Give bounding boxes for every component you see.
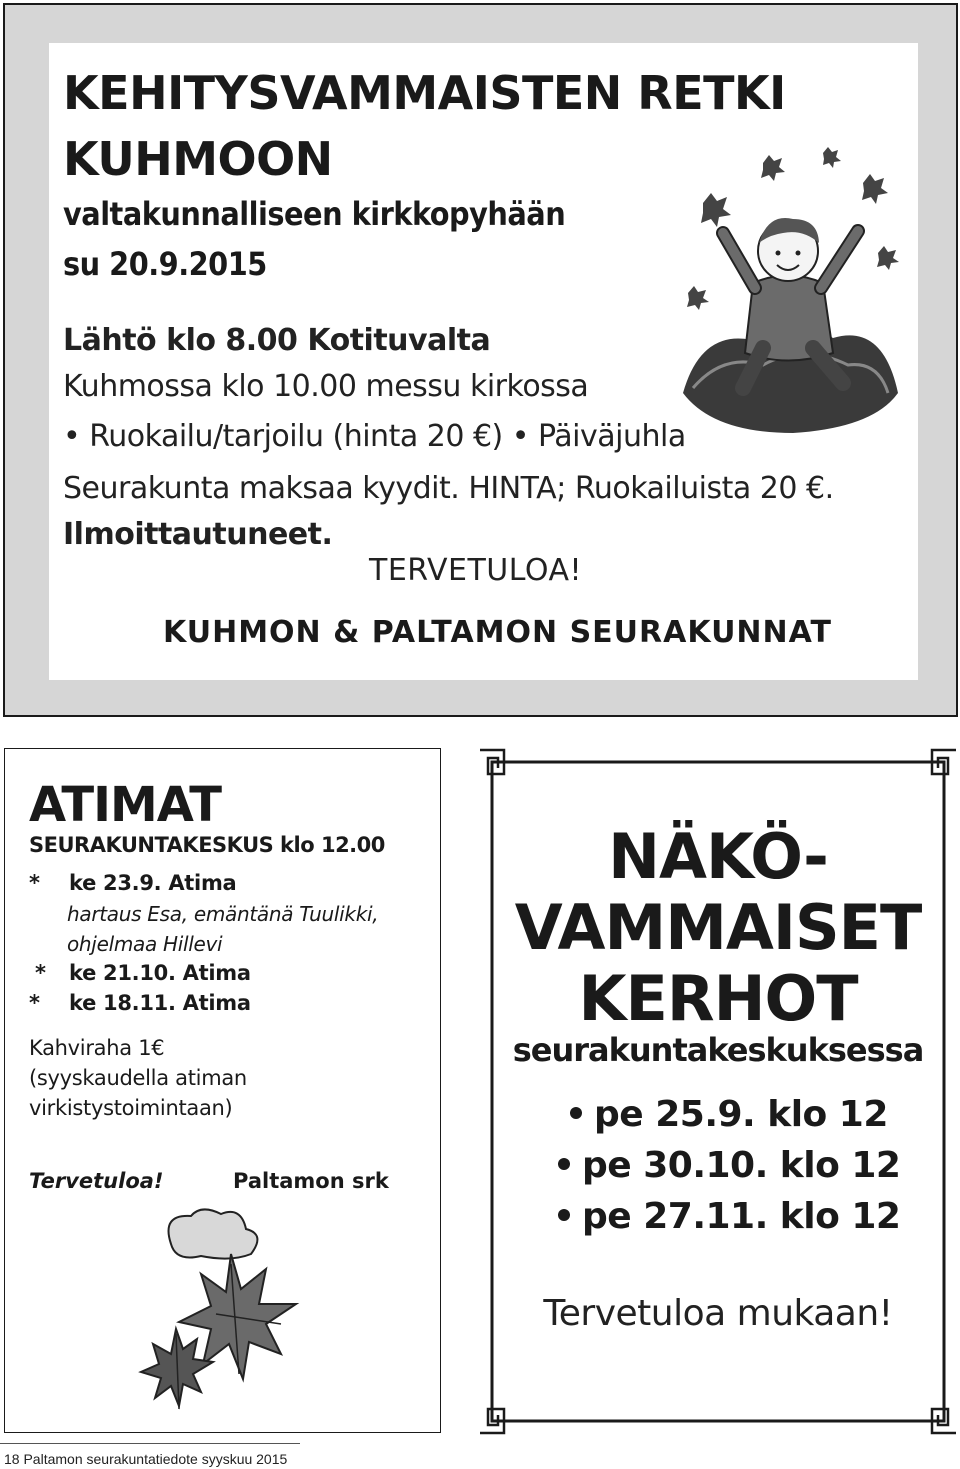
bullet-star: *: [29, 871, 40, 895]
retki-program: • Ruokailu/tarjoilu (hinta 20 €) • Päiväjuhla: [63, 419, 686, 454]
boy-in-leaves-illustration: [673, 143, 903, 443]
retki-welcome: TERVETULOA!: [369, 553, 583, 588]
nako-date-text: pe 25.9. klo 12: [594, 1094, 888, 1135]
nako-date-item: [558, 1196, 900, 1237]
atimat-venue: SEURAKUNTAKESKUS klo 12.00: [29, 833, 385, 857]
atimat-event-note-line2: ohjelmaa Hillevi: [67, 932, 223, 956]
nako-date-text: pe 30.10. klo 12: [582, 1145, 901, 1186]
bullet-star: *: [29, 991, 40, 1015]
retki-date: su 20.9.2015: [63, 245, 267, 283]
atimat-event-date: ke 21.10. Atima: [69, 961, 251, 985]
atimat-event-note-line1: hartaus Esa, emäntänä Tuulikki,: [67, 902, 379, 926]
atimat-event-date: ke 23.9. Atima: [69, 871, 237, 895]
retki-departure: Lähtö klo 8.00 Kotituvalta: [63, 323, 491, 358]
atimat-organizer: Paltamon srk: [233, 1169, 389, 1193]
nako-title-line2: VAMMAISET: [514, 891, 922, 964]
atimat-welcome: Tervetuloa!: [29, 1169, 164, 1193]
retki-ad-content: [49, 43, 918, 680]
nako-date-text: pe 27.11. klo 12: [582, 1196, 901, 1237]
bullet-dot-icon: [570, 1107, 582, 1119]
atimat-event: [29, 871, 236, 895]
atimat-coffee-line2: (syyskaudella atiman: [29, 1066, 247, 1090]
nakovammaiset-ad: [478, 748, 958, 1435]
retki-payment: Seurakunta maksaa kyydit. HINTA; Ruokailuista 20 €.: [63, 471, 834, 506]
retki-title-line2: KUHMOON: [63, 132, 333, 186]
retki-registration: Ilmoittautuneet.: [63, 517, 333, 552]
bullet-dot-icon: [558, 1209, 570, 1221]
atimat-event: [29, 991, 251, 1015]
retki-ad: [3, 3, 958, 717]
nako-subtitle: seurakuntakeskuksessa: [512, 1031, 924, 1069]
bullet-dot-icon: [558, 1158, 570, 1170]
retki-mass: Kuhmossa klo 10.00 messu kirkossa: [63, 369, 589, 404]
atimat-event: [35, 961, 251, 985]
footer-text: 18 Paltamon seurakuntatiedote syyskuu 2015: [4, 1451, 288, 1467]
nako-title-line1: NÄKÖ-: [608, 820, 828, 893]
nako-date-item: [558, 1145, 900, 1186]
nako-date-item: [570, 1094, 888, 1135]
retki-title-line1: KEHITYSVAMMAISTEN RETKI: [63, 66, 786, 120]
atimat-coffee-line1: Kahviraha 1€: [29, 1036, 165, 1060]
retki-subtitle-line1: valtakunnalliseen kirkkopyhään: [63, 195, 566, 233]
page-footer: [0, 1443, 960, 1469]
autumn-leaves-illustration: [131, 1204, 311, 1424]
footer-rule: [0, 1443, 300, 1444]
atimat-title: ATIMAT: [29, 777, 221, 833]
nako-title-line3: KERHOT: [578, 962, 858, 1035]
atimat-ad: [4, 748, 441, 1433]
nako-welcome: Tervetuloa mukaan!: [543, 1293, 893, 1334]
atimat-coffee-line3: virkistystoimintaan): [29, 1096, 233, 1120]
atimat-event-date: ke 18.11. Atima: [69, 991, 251, 1015]
retki-organizer: KUHMON & PALTAMON SEURAKUNNAT: [163, 615, 832, 650]
bullet-star: *: [35, 961, 46, 985]
